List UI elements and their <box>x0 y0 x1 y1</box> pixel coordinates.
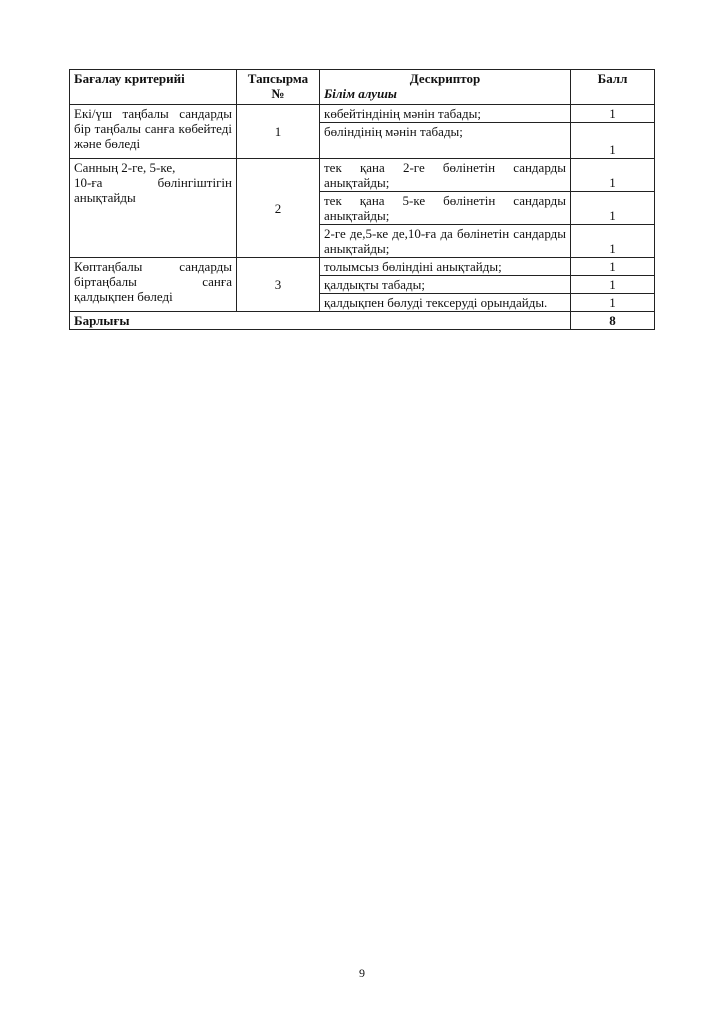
task-number-cell: 3 <box>237 258 320 312</box>
score-cell: 1 <box>571 294 655 312</box>
score-cell: 1 <box>571 192 655 225</box>
descriptor-cell: 2-ге де,5-ке де,10-ға да бөлінетін сандарды анықтайды; <box>320 225 571 258</box>
table-row <box>70 258 655 276</box>
table-row <box>70 159 655 192</box>
header-task <box>237 70 320 105</box>
descriptor-cell: көбейтіндінің мәнін табады; <box>320 105 571 123</box>
descriptor-cell: бөліндінің мәнін табады; <box>320 123 571 159</box>
header-descriptor <box>320 70 571 105</box>
header-score: Балл <box>571 70 655 105</box>
total-value: 8 <box>571 312 655 330</box>
task-number-cell: 2 <box>237 159 320 258</box>
score-cell: 1 <box>571 258 655 276</box>
header-task-label: Тапсырма <box>247 71 309 86</box>
score-cell: 1 <box>571 105 655 123</box>
page-number: 9 <box>359 966 365 980</box>
total-row <box>70 312 655 330</box>
criterion-cell <box>70 159 237 258</box>
assessment-table <box>69 69 655 330</box>
total-label: Барлығы <box>70 312 571 330</box>
table-row <box>70 105 655 123</box>
descriptor-cell: қалдықты табады; <box>320 276 571 294</box>
score-cell: 1 <box>571 159 655 192</box>
descriptor-cell: қалдықпен бөлуді тексеруді орындайды. <box>320 294 571 312</box>
score-cell: 1 <box>571 123 655 159</box>
criterion-cell: Көптаңбалы сандарды біртаңбалы санға қалдықпен бөледі <box>70 258 237 312</box>
descriptor-cell: тек қана 2-ге бөлінетін сандарды анықтайды; <box>320 159 571 192</box>
descriptor-cell: толымсыз бөліндіні анықтайды; <box>320 258 571 276</box>
table-header-row <box>70 70 655 105</box>
header-descriptor-label: Дескриптор <box>409 71 481 86</box>
header-descriptor-sub: Білім алушы <box>324 86 397 101</box>
criterion-line: Санның 2-ге, 5-ке, <box>74 160 176 175</box>
header-task-number-sign: № <box>271 86 285 101</box>
criterion-line: 10-ға бөлінгіштігін анықтайды <box>74 175 232 205</box>
task-number-cell: 1 <box>237 105 320 159</box>
score-cell: 1 <box>571 276 655 294</box>
header-criterion: Бағалау критерийі <box>70 70 237 105</box>
score-cell: 1 <box>571 225 655 258</box>
descriptor-cell: тек қана 5-ке бөлінетін сандарды анықтайды; <box>320 192 571 225</box>
criterion-cell: Екі/үш таңбалы сандарды бір таңбалы санға көбейтеді және бөледі <box>70 105 237 159</box>
